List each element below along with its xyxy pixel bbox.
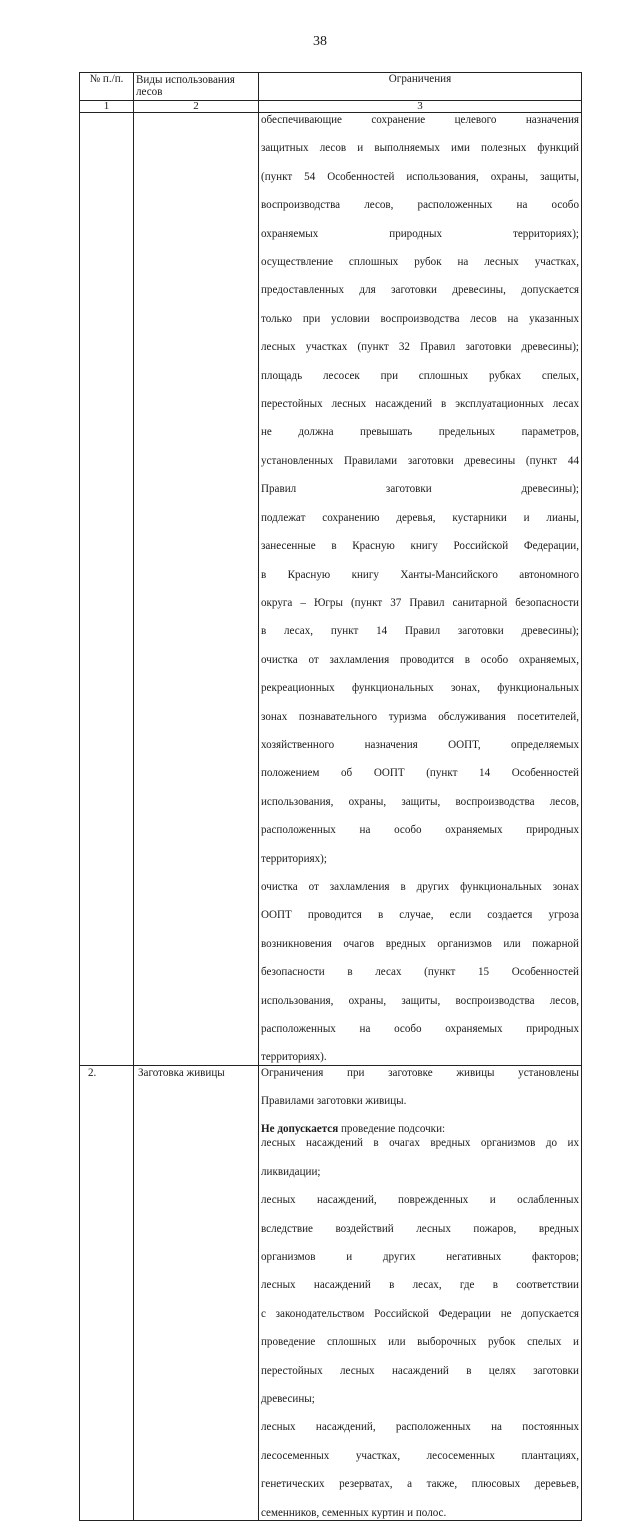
text-line: подлежат сохранению деревья, кустарники и лианы, <box>261 511 579 524</box>
text-line: ликвидации; <box>261 1165 321 1178</box>
row-number <box>80 113 134 1066</box>
text-line: с законодательством Российской Федерации не допускается <box>261 1307 579 1320</box>
text-line: Правил заготовки древесины); <box>261 483 579 496</box>
text-line: использования, охраны, защиты, воспроизводства лесов, <box>261 795 579 808</box>
text-line: лесных участках (пункт 32 Правил заготовки древесины); <box>261 341 579 354</box>
page-number: 38 <box>313 34 327 49</box>
prohibition-lead <box>261 1122 579 1136</box>
restrictions-table <box>79 72 582 1521</box>
text-line: лесных насаждений в лесах, где в соответствии <box>261 1279 579 1292</box>
text-line: очистка от захламления проводится в особо охраняемых, <box>261 653 579 666</box>
text-line: организмов и других негативных факторов; <box>261 1251 579 1264</box>
row-restrictions <box>259 113 582 1066</box>
text-line: очистка от захламления в других функциональных зонах <box>261 880 579 893</box>
header-use-type: Виды использования лесов <box>134 73 259 101</box>
text-line: рекреационных функциональных зонах, функциональных <box>261 682 579 695</box>
text-line: проведение сплошных или выборочных рубок спелых и <box>261 1336 579 1349</box>
text-line: площадь лесосек при сплошных рубках спелых, <box>261 369 579 382</box>
text-line: использования, охраны, защиты, воспроизводства лесов, <box>261 994 579 1007</box>
restrictions-intro <box>261 1066 579 1109</box>
text-line: положением об ООПТ (пункт 14 Особенностей <box>261 767 579 780</box>
row-restrictions <box>259 1065 582 1520</box>
text-line: хозяйственного назначения ООПТ, определяемых <box>261 738 579 751</box>
column-number-1: 1 <box>80 101 134 113</box>
text-line: обеспечивающие сохранение целевого назначения <box>261 114 579 126</box>
prohibition-bold: Не допускается <box>261 1123 339 1136</box>
text-line: в лесах, пункт 14 Правил заготовки древесины); <box>261 625 579 638</box>
text-line: возникновения очагов вредных организмов или пожарной <box>261 937 579 950</box>
table-row <box>80 1065 582 1520</box>
prohibition-list <box>261 1136 579 1519</box>
text-line: перестойных лесных насаждений в эксплуатационных лесах <box>261 398 579 411</box>
text-line: Правилами заготовки живицы. <box>261 1095 407 1108</box>
text-line: установленных Правилами заготовки древесины (пункт 44 <box>261 454 579 467</box>
text-line: ООПТ проводится в случае, если создается угроза <box>261 909 579 922</box>
text-line: занесенные в Красную книгу Российской Федерации, <box>261 540 579 553</box>
column-number-3: 3 <box>259 101 582 113</box>
text-line: (пункт 54 Особенностей использования, охраны, защиты, <box>261 170 579 183</box>
text-line: расположенных на особо охраняемых природных <box>261 1023 579 1035</box>
text-line: защитных лесов и выполняемых ими полезных функций <box>261 142 579 155</box>
row-number: 2. <box>80 1065 134 1520</box>
column-number-row <box>80 101 582 113</box>
text-line: безопасности в лесах (пункт 15 Особенностей <box>261 966 579 979</box>
row-use-type: Заготовка живицы <box>134 1065 259 1520</box>
row-use-type <box>134 113 259 1066</box>
header-restrictions: Ограничения <box>259 73 582 101</box>
text-line: осуществление сплошных рубок на лесных участках, <box>261 256 579 269</box>
text-line: древесины; <box>261 1393 315 1406</box>
text-line: в Красную книгу Ханты-Мансийского автономного <box>261 568 579 581</box>
text-line: лесных насаждений, поврежденных и ослабленных <box>261 1194 579 1207</box>
text-line: территориях). <box>261 1051 327 1064</box>
text-line: генетических резерватах, а также, плюсовых деревьев, <box>261 1478 579 1491</box>
table-row <box>80 113 582 1066</box>
text-line: лесных насаждений, расположенных на постоянных <box>261 1421 579 1434</box>
text-line: Ограничения при заготовке живицы установлены <box>261 1066 579 1079</box>
text-line: семенников, семенных куртин и полос. <box>261 1506 447 1519</box>
text-line: лесных насаждений в очагах вредных организмов до их <box>261 1137 579 1150</box>
header-number: № п./п. <box>80 73 134 101</box>
text-line: зонах познавательного туризма обслуживания посетителей, <box>261 710 579 723</box>
text-line: только при условии воспроизводства лесов на указанных <box>261 312 579 325</box>
text-line: лесосеменных участках, лесосеменных плантациях, <box>261 1449 579 1462</box>
restrictions-text <box>261 113 579 1065</box>
text-line: территориях); <box>261 852 327 865</box>
text-line: перестойных лесных насаждений в целях заготовки <box>261 1364 579 1377</box>
text-line: вследствие воздействий лесных пожаров, вредных <box>261 1222 579 1235</box>
table-header-row <box>80 73 582 101</box>
text-line: воспроизводства лесов, расположенных на особо <box>261 199 579 212</box>
text-line: расположенных на особо охраняемых природных <box>261 824 579 837</box>
text-line: округа – Югры (пункт 37 Правил санитарной безопасности <box>261 596 579 609</box>
text-line: охраняемых природных территориях); <box>261 227 579 240</box>
text-line: не должна превышать предельных параметров, <box>261 426 579 439</box>
column-number-2: 2 <box>134 101 259 113</box>
prohibition-rest: проведение подсочки: <box>338 1123 446 1136</box>
text-line: предоставленных для заготовки древесины, допускается <box>261 284 579 297</box>
